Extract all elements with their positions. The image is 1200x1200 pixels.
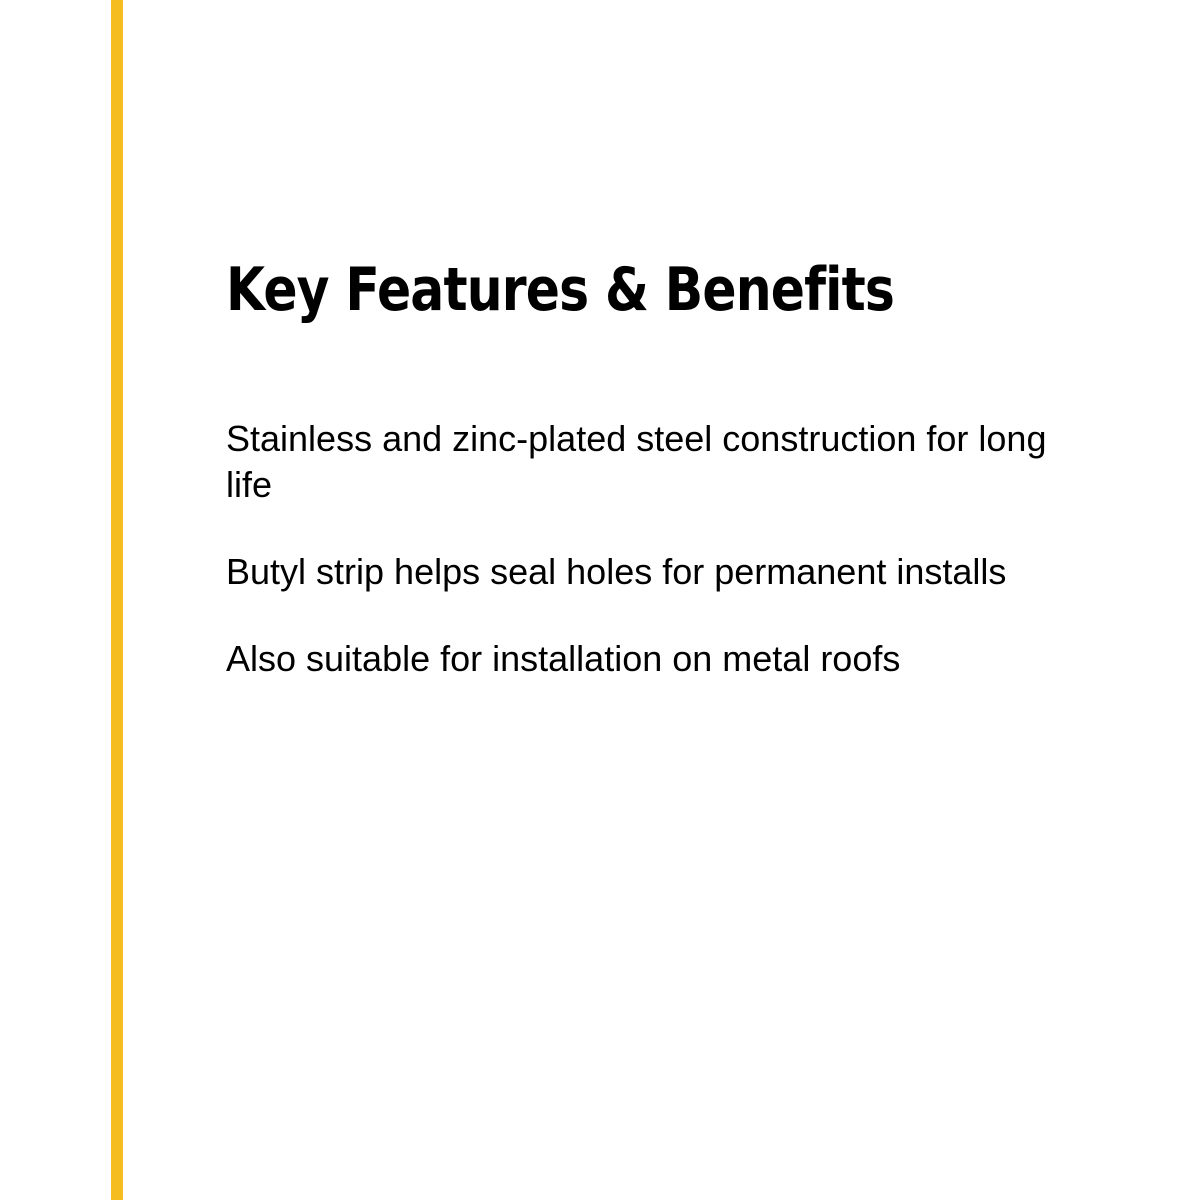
feature-item: Stainless and zinc-plated steel construction for long life	[226, 418, 1047, 505]
page-title: Key Features & Benefits	[226, 255, 895, 325]
feature-list	[226, 416, 1126, 682]
feature-item: Butyl strip helps seal holes for permanent installs	[226, 551, 1007, 592]
features-panel	[226, 250, 1126, 723]
feature-item: Also suitable for installation on metal roofs	[226, 638, 901, 679]
accent-bar	[111, 0, 123, 1200]
